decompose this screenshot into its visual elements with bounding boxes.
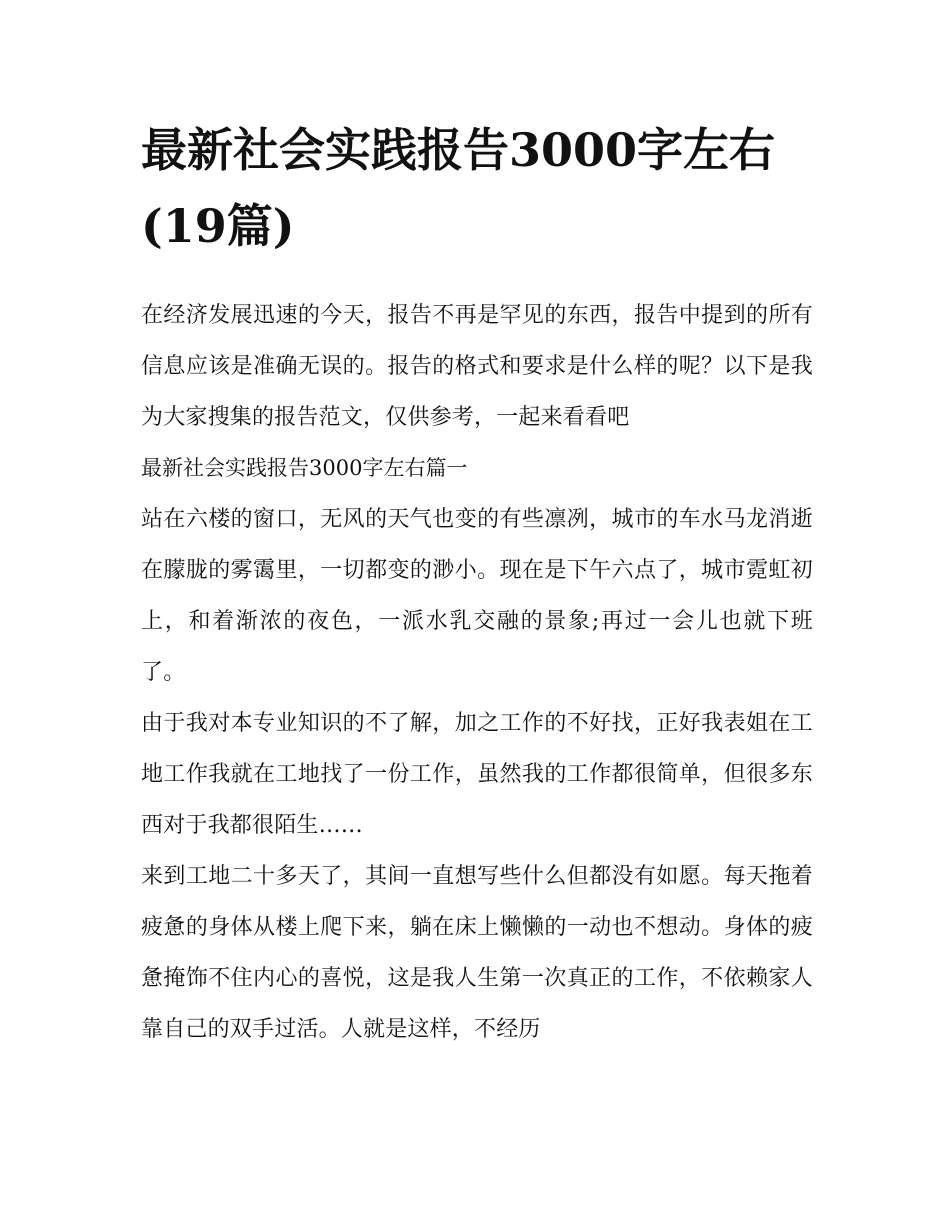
body-paragraph-2: 由于我对本专业知识的不了解，加之工作的不好找，正好我表姐在工地工作我就在工地找了一份工作，虽然我的工作都很简单，但很多东西对于我都很陌生…… [141,711,813,838]
body-paragraph-3: 来到工地二十多天了，其间一直想写些什么但都没有如愿。每天拖着疲惫的身体从楼上爬下来，躺在床上懒懒的一动也不想动。身体的疲惫掩饰不住内心的喜悦，这是我人生第一次真正的工作，不依赖家人靠自己的双手过活。人就是这样，不经历 [141,864,813,1042]
section-heading: 最新社会实践报告3000字左右篇一 [141,456,468,480]
body-paragraph-1: 站在六楼的窗口，无风的天气也变的有些凛冽，城市的车水马龙消逝在朦胧的雾霭里，一切都变的渺小。现在是下午六点了，城市霓虹初上，和着渐浓的夜色，一派水乳交融的景象;再过一会儿也就下班了。 [141,507,813,685]
intro-paragraph: 在经济发展迅速的今天，报告不再是罕见的东西，报告中提到的所有信息应该是准确无误的。报告的格式和要求是什么样的呢？以下是我为大家搜集的报告范文，仅供参考，一起来看看吧 [141,303,813,430]
document-page [141,112,813,1055]
document-title: 最新社会实践报告3000字左右(19篇) [141,123,776,253]
